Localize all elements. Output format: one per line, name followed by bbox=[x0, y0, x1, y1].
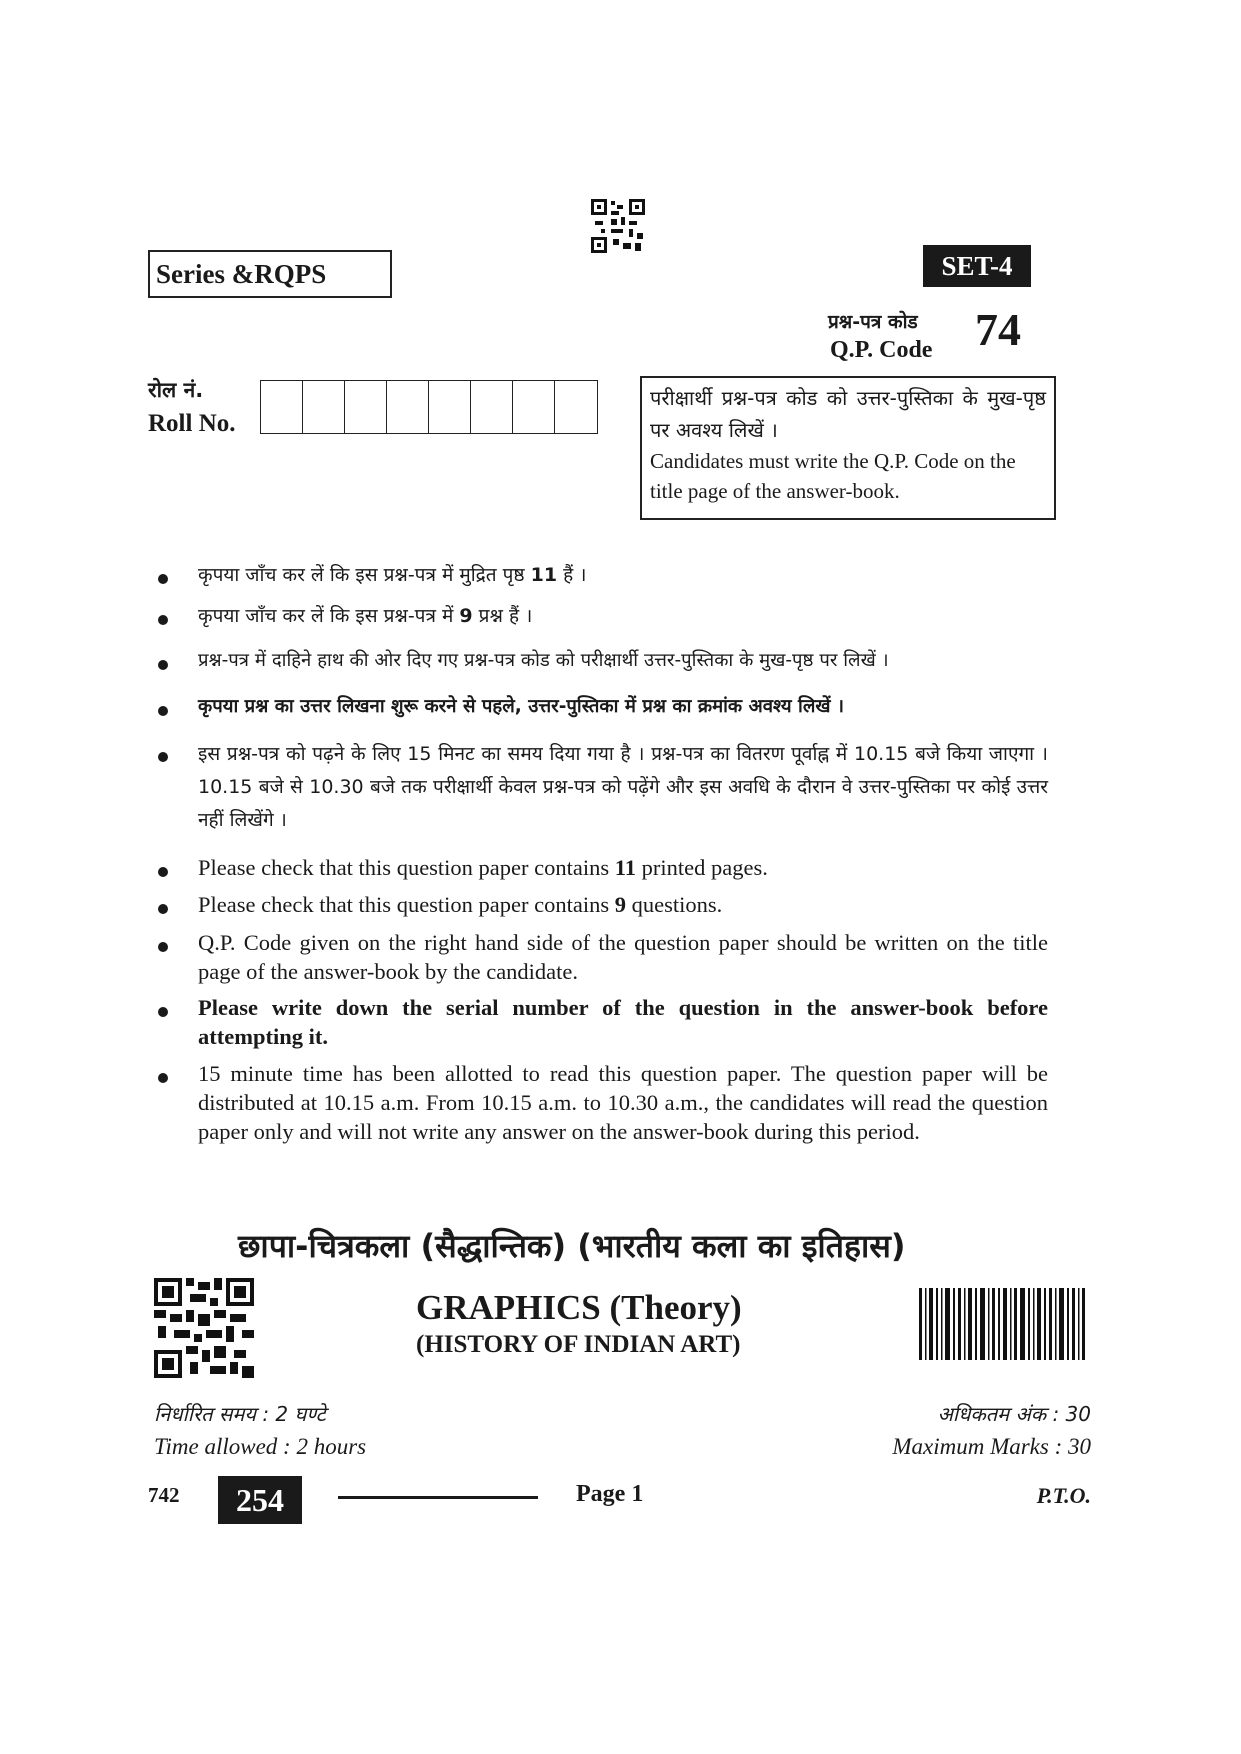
bullet-icon bbox=[158, 1007, 168, 1017]
roll-cell[interactable] bbox=[261, 381, 303, 433]
bullet-icon bbox=[158, 574, 168, 584]
qp-code-label: Q.P. Code bbox=[830, 337, 933, 363]
page-number: Page 1 bbox=[576, 1481, 644, 1507]
roll-cell[interactable] bbox=[555, 381, 597, 433]
bullet-icon bbox=[158, 706, 168, 716]
bullet-icon bbox=[158, 1073, 168, 1083]
notice-text-hindi: परीक्षार्थी प्रश्न-पत्र कोड को उत्तर-पुस्तिका के मुख-पृष्ठ पर अवश्य लिखें । bbox=[650, 386, 1046, 442]
list-item: कृपया जाँच कर लें कि इस प्रश्न-पत्र में मुद्रित पृष्ठ 11 हैं । bbox=[158, 560, 1048, 590]
list-item: Please check that this question paper contains 11 printed pages. bbox=[158, 853, 1048, 882]
time-allowed-hindi: निर्धारित समय : 2 घण्टे bbox=[154, 1402, 326, 1426]
list-item: कृपया प्रश्न का उत्तर लिखना शुरू करने से पहले, उत्तर-पुस्तिका में प्रश्न का क्रमांक अवश्य लिखें । bbox=[158, 692, 1048, 722]
roll-cell[interactable] bbox=[429, 381, 471, 433]
bullet-icon bbox=[158, 942, 168, 952]
qp-code-notice bbox=[640, 376, 1056, 520]
bullet-icon bbox=[158, 660, 168, 670]
list-item: Q.P. Code given on the right hand side of the question paper should be written on the title page of the answer-book by the candidate. bbox=[158, 928, 1048, 986]
roll-label: Roll No. bbox=[148, 410, 236, 437]
qp-code-value: 74 bbox=[975, 304, 1021, 355]
list-item: 15 minute time has been allotted to read this question paper. The question paper will be distributed at 10.15 a.m. From 10.15 a.m. to 10.30 a.m., the candidates will read the question paper only and will not write any answer on the answer-book during this period. bbox=[158, 1059, 1048, 1146]
qr-code-top-icon bbox=[591, 199, 645, 253]
subject-subtitle: (HISTORY OF INDIAN ART) bbox=[416, 1331, 741, 1358]
roll-cell[interactable] bbox=[345, 381, 387, 433]
bullet-icon bbox=[158, 904, 168, 914]
paper-code-badge: 254 bbox=[218, 1476, 302, 1524]
barcode-icon bbox=[917, 1288, 1087, 1360]
bullet-icon bbox=[158, 867, 168, 877]
max-marks-hindi: अधिकतम अंक : 30 bbox=[937, 1402, 1091, 1426]
notice-text: Candidates must write the Q.P. Code on the title page of the answer-book. bbox=[650, 449, 1016, 503]
roll-cell[interactable] bbox=[303, 381, 345, 433]
subject-title-hindi: छापा-चित्रकला (सैद्धान्तिक) (भारतीय कला का इतिहास) bbox=[238, 1227, 906, 1265]
divider bbox=[338, 1496, 538, 1499]
set-badge: SET-4 bbox=[923, 245, 1031, 287]
roll-number-boxes[interactable] bbox=[260, 380, 598, 434]
pto-label: P.T.O. bbox=[1036, 1483, 1091, 1508]
subject-title: GRAPHICS (Theory) bbox=[416, 1288, 742, 1327]
roll-cell[interactable] bbox=[387, 381, 429, 433]
list-item: Please write down the serial number of the question in the answer-book before attempting it. bbox=[158, 993, 1048, 1051]
roll-cell[interactable] bbox=[513, 381, 555, 433]
bullet-icon bbox=[158, 752, 168, 762]
series-label: Series &RQPS bbox=[148, 250, 392, 298]
list-item: इस प्रश्न-पत्र को पढ़ने के लिए 15 मिनट का समय दिया गया है । प्रश्न-पत्र का वितरण पूर्वाह्न में 10.15 बजे किया जाएगा । 10.15 बजे से 10.30 बजे तक परीक्षार्थी केवल प्रश्न-पत्र को पढ़ेंगे और इस अवधि के दौरान वे उत्तर-पुस्तिका पर कोई उत्तर नहीं लिखेंगे । bbox=[158, 738, 1048, 837]
list-item: Please check that this question paper contains 9 questions. bbox=[158, 890, 1048, 919]
list-item: प्रश्न-पत्र में दाहिने हाथ की ओर दिए गए प्रश्न-पत्र कोड को परीक्षार्थी उत्तर-पुस्तिका के मुख-पृष्ठ पर लिखें । bbox=[158, 646, 1048, 676]
qp-code-label-hindi: प्रश्न-पत्र कोड bbox=[828, 311, 918, 333]
roll-label-hindi: रोल नं. bbox=[148, 378, 204, 402]
qr-code-icon bbox=[154, 1278, 254, 1378]
paper-code: 742 bbox=[148, 1483, 180, 1507]
bullet-icon bbox=[158, 615, 168, 625]
time-allowed: Time allowed : 2 hours bbox=[154, 1434, 367, 1459]
list-item: कृपया जाँच कर लें कि इस प्रश्न-पत्र में 9 प्रश्न हैं । bbox=[158, 601, 1048, 631]
roll-cell[interactable] bbox=[471, 381, 513, 433]
max-marks: Maximum Marks : 30 bbox=[892, 1434, 1091, 1459]
